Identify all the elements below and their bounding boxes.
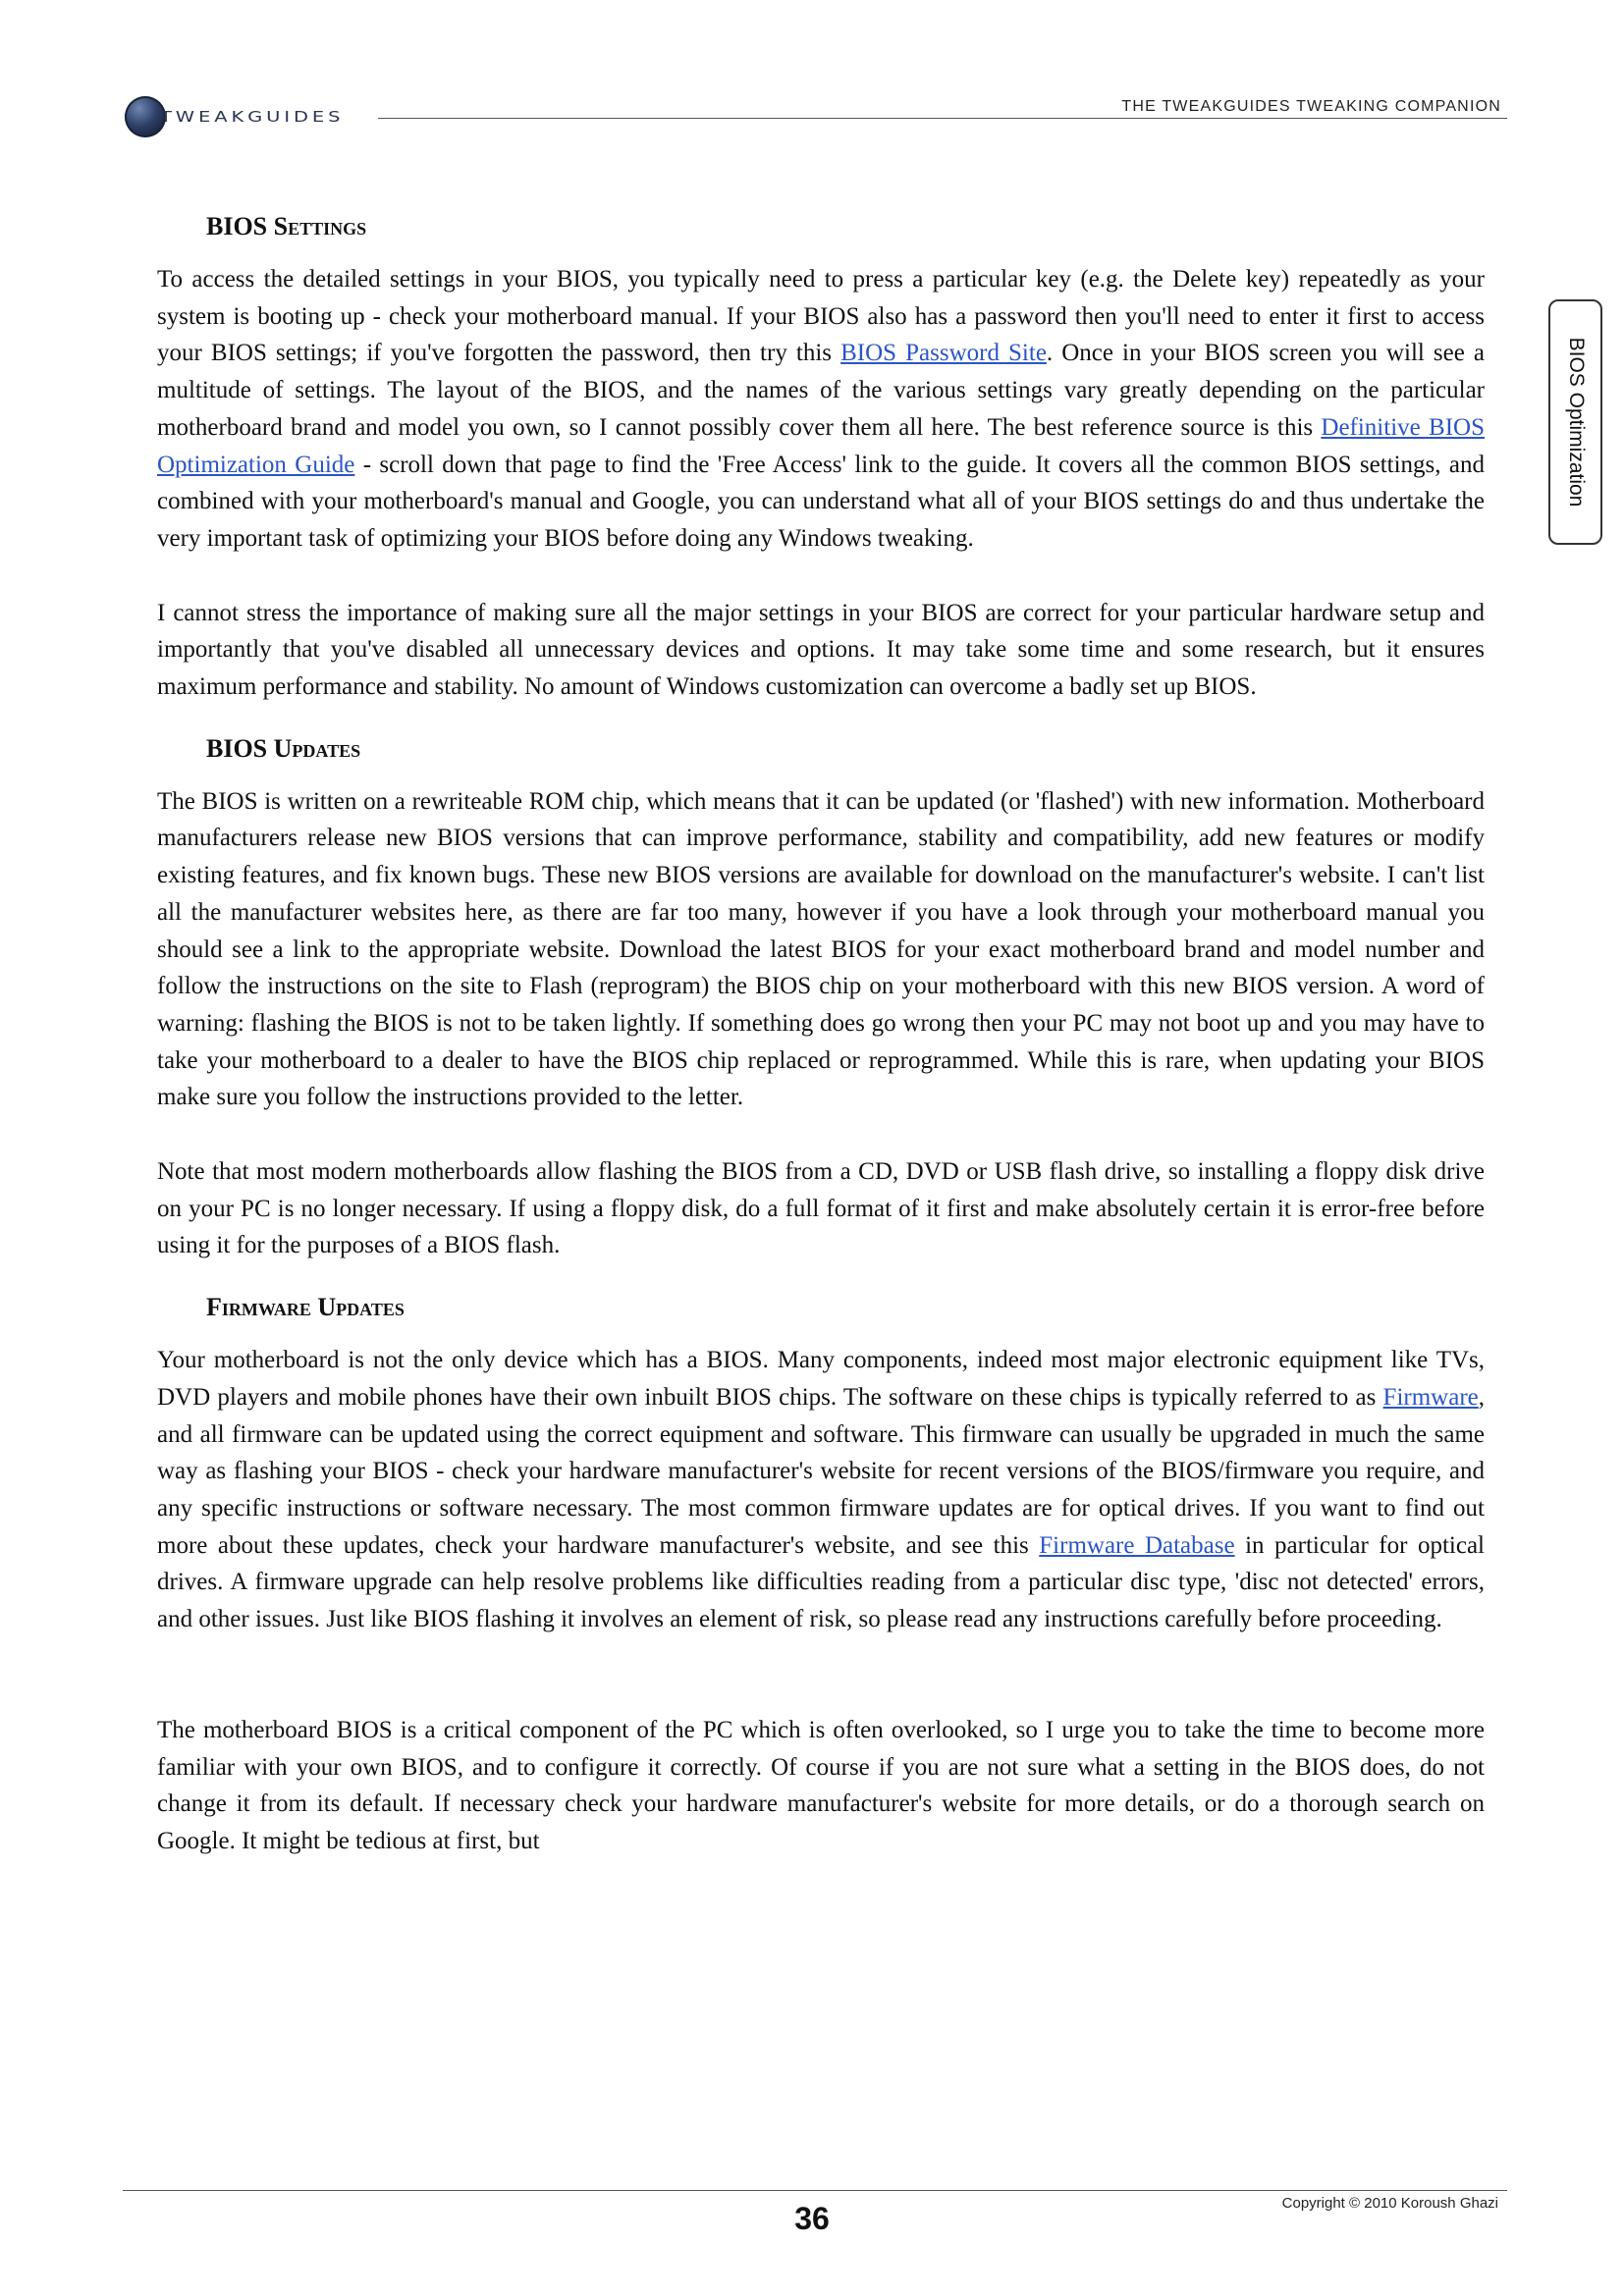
paragraph-bios-settings-1	[157, 261, 1485, 558]
section-heading-bios-settings: BIOS Settings	[206, 212, 367, 240]
paragraph-bios-updates-1: The BIOS is written on a rewriteable ROM chip, which means that it can be updated (or 'flashed') with new information. Motherboard manufacturers release new BIOS versions that can improve performance, stability and compatibility, add new features or modify existing features, and fix known bugs. These new BIOS versions are available for download on the manufacturer's website. I can't list all the manufacturer websites here, as there are far too many, however if you have a look through your motherboard manual you should see a link to the appropriate website. Download the latest BIOS for your exact motherboard brand and model number and follow the instructions on the site to Flash (reprogram) the BIOS chip on your motherboard with this new BIOS version. A word of warning: flashing the BIOS is not to be taken lightly. If something does go wrong then your PC may not boot up and you may have to take your motherboard to a dealer to have the BIOS chip replaced or reprogrammed. While this is rare, when updating your BIOS make sure you follow the instructions provided to the letter.	[157, 787, 1485, 1111]
paragraph-text: , and all firmware can be updated using the correct equipment and software. This firmware can usually be upgraded in much the same way as flashing your BIOS - check your hardware manufacturer's website for recent versions of the BIOS/firmware you require, and any specific instructions or software necessary. The most common firmware updates are for optical drives. If you want to find out more about these updates, check your hardware manufacturer's website, and see this	[157, 1383, 1485, 1559]
paragraph-closing-1: The motherboard BIOS is a critical component of the PC which is often overlooked, so I urge you to take the time to become more familiar with your own BIOS, and to configure it correctly. Of course if you are not sure what a setting in the BIOS does, do not change it from its default. If necessary check your hardware manufacturer's website for more details, or do a thorough search on Google. It might be tedious at first, but	[157, 1716, 1485, 1854]
chapter-side-tab-label: BIOS Optimization	[1564, 337, 1588, 507]
section-heading-bios-updates: BIOS Updates	[206, 733, 361, 763]
paragraph-bios-settings-2: I cannot stress the importance of making sure all the major settings in your BIOS are correct for your particular hardware setup and importantly that you've disabled all unnecessary devices and options. It may take some time and some research, but it ensures maximum performance and stability. No amount of Windows customization can overcome a badly set up BIOS.	[157, 599, 1485, 701]
bios-password-site-link[interactable]: BIOS Password Site	[840, 340, 1047, 367]
paragraph-text: in particular for optical drives. A firmware upgrade can help resolve problems like difficulties reading from a particular disc type, 'disc not detected' errors, and other issues. Just like BIOS flashing it involves an element of risk, so please read any instructions carefully before proceeding.	[157, 1531, 1485, 1633]
tweakguides-logo	[123, 94, 363, 143]
definitive-bios-optimization-guide-link[interactable]: Definitive BIOS Optimization Guide	[157, 413, 1485, 478]
copyright-notice: Copyright © 2010 Koroush Ghazi	[1281, 2195, 1498, 2212]
paragraph-text: . Once in your BIOS screen you will see a multitude of settings. The layout of the BIOS, and the names of the various settings vary greatly depending on the particular motherboard brand and model you own, so I cannot possibly cover them all here. The best reference source is this	[157, 340, 1486, 441]
paragraph-text: - scroll down that page to find the 'Free Access' link to the guide. It covers all the common BIOS settings, and combined with your motherboard's manual and Google, you can understand what all of your BIOS settings do and thus undertake the very important task of optimizing your BIOS before doing any Windows tweaking.	[157, 451, 1485, 552]
paragraph-text: To access the detailed settings in your BIOS, you typically need to press a particular key (e.g. the Delete key) repeatedly as your system is booting up - check your motherboard manual. If your BIOS also has a password then you'll need to enter it first to access your BIOS settings; if you've forgotten the password, then try this	[157, 266, 1485, 367]
page-number: 36	[794, 2201, 830, 2236]
paragraph-bios-updates-2: Note that most modern motherboards allow flashing the BIOS from a CD, DVD or USB flash drive, so installing a floppy disk drive on your PC is no longer necessary. If using a floppy disk, do a full format of it first and make absolutely certain it is error-free before using it for the purposes of a BIOS flash.	[157, 1158, 1485, 1259]
logo-text: TWEAKGUIDES	[160, 108, 345, 126]
firmware-database-link[interactable]: Firmware Database	[1039, 1531, 1235, 1559]
paragraph-firmware-updates-1	[157, 1342, 1485, 1638]
header-rule	[378, 118, 1507, 119]
firmware-link[interactable]: Firmware	[1382, 1383, 1479, 1411]
footer-rule	[123, 2190, 1507, 2191]
chapter-side-tab	[1548, 299, 1602, 545]
page-content	[157, 208, 1485, 1860]
section-heading-firmware-updates: Firmware Updates	[206, 1293, 405, 1322]
paragraph-text: Your motherboard is not the only device which has a BIOS. Many components, indeed most major electronic equipment like TVs, DVD players and mobile phones have their own inbuilt BIOS chips. The software on these chips is typically referred to as	[157, 1347, 1485, 1411]
header-title: THE TWEAKGUIDES TWEAKING COMPANION	[1121, 98, 1501, 115]
